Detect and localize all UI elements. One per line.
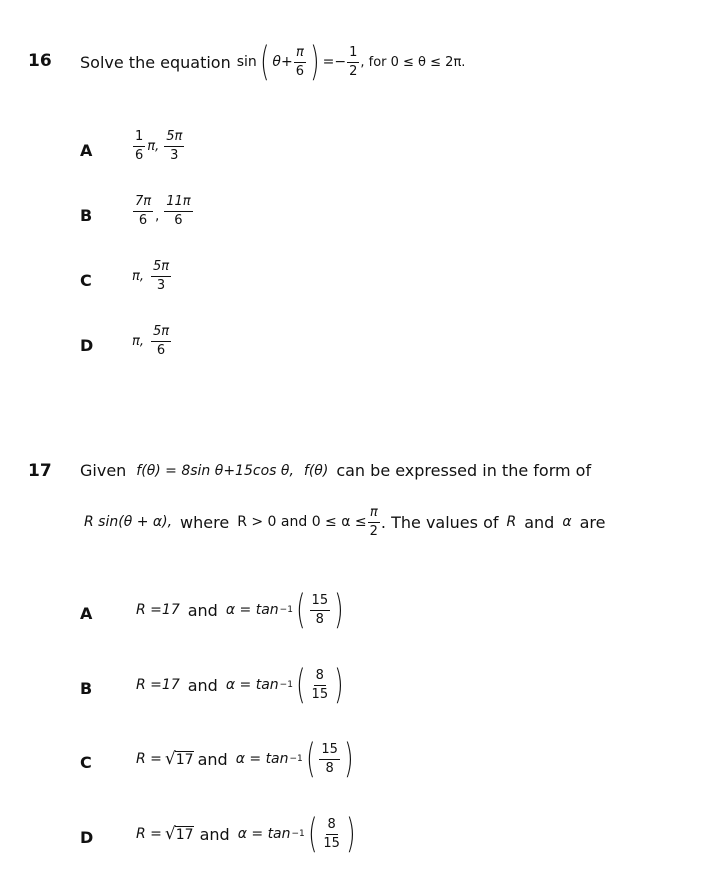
inverse-superscript: −1 bbox=[291, 829, 305, 839]
frac-den: 15 bbox=[311, 686, 329, 702]
q16-option-b bbox=[132, 195, 194, 227]
option-alpha: α = tan bbox=[235, 751, 289, 767]
sqrt-symbol: √ bbox=[164, 749, 176, 769]
fraction bbox=[133, 130, 145, 162]
fraction bbox=[319, 743, 340, 775]
frac-den: 2 bbox=[369, 523, 378, 539]
fraction bbox=[151, 325, 171, 357]
frac-den: 6 bbox=[138, 212, 148, 228]
q17-pi-over-2 bbox=[368, 506, 380, 538]
q17-line1-tail: can be expressed in the form of bbox=[336, 461, 592, 480]
right-paren: ) bbox=[334, 662, 344, 708]
q17-r-symbol: R bbox=[506, 514, 517, 530]
frac-den: 6 bbox=[174, 212, 183, 228]
q16-option-a bbox=[132, 130, 185, 162]
frac-num: 11π bbox=[164, 195, 192, 212]
option-and: and bbox=[199, 824, 230, 844]
q17-given: Given bbox=[80, 461, 127, 480]
question-17-number: 17 bbox=[28, 461, 52, 481]
q17-condition: R > 0 and 0 ≤ α ≤ bbox=[237, 514, 367, 530]
option-alpha: α = tan bbox=[237, 826, 291, 842]
question-16-number: 16 bbox=[28, 51, 52, 71]
q17-function-ref: f(θ) bbox=[303, 462, 329, 479]
frac-num: 8 bbox=[326, 818, 338, 835]
right-paren: ) bbox=[310, 39, 320, 85]
q17-option-d bbox=[136, 811, 359, 857]
option-r-value: R = bbox=[136, 751, 162, 767]
option-r-value: R =17 bbox=[136, 677, 180, 693]
frac-den: 15 bbox=[323, 835, 340, 851]
fraction bbox=[310, 594, 331, 626]
q16-pi-over-6 bbox=[294, 46, 306, 78]
fraction bbox=[151, 260, 171, 292]
frac-den: 3 bbox=[156, 277, 166, 293]
option-alpha: α = tan bbox=[225, 677, 279, 693]
q16-equals: = bbox=[322, 54, 335, 70]
frac-den: 2 bbox=[349, 63, 358, 79]
frac-num: 15 bbox=[319, 743, 340, 760]
right-paren: ) bbox=[334, 587, 344, 633]
q16-stem-text: Solve the equation bbox=[80, 52, 231, 72]
paren-group bbox=[293, 587, 347, 633]
question-16-stem bbox=[80, 38, 465, 86]
q16-option-d-label: D bbox=[80, 336, 94, 355]
frac-num: 5π bbox=[164, 130, 184, 147]
frac-den: 3 bbox=[170, 147, 179, 163]
frac-num: 1 bbox=[133, 130, 145, 147]
q17-option-d-label: D bbox=[80, 828, 94, 847]
q17-form: R sin(θ + α), bbox=[84, 514, 173, 530]
frac-num: 8 bbox=[314, 669, 326, 686]
q17-function-expr: f(θ) = 8sin θ+15cos θ, bbox=[136, 462, 294, 479]
left-paren: ( bbox=[296, 587, 306, 633]
fraction bbox=[310, 669, 331, 701]
frac-num: 5π bbox=[151, 260, 171, 277]
frac-num: 7π bbox=[133, 195, 153, 212]
q16-theta: θ bbox=[272, 54, 281, 70]
q17-alpha-symbol: α bbox=[562, 514, 572, 530]
q17-line2-tail: . The values of bbox=[380, 512, 499, 532]
sqrt-symbol: √ bbox=[164, 824, 176, 844]
option-r-value: R =17 bbox=[136, 602, 180, 618]
paren-group bbox=[303, 736, 357, 782]
inverse-superscript: −1 bbox=[279, 680, 293, 690]
q16-one-half bbox=[347, 46, 359, 78]
frac-den: 8 bbox=[315, 611, 324, 627]
fraction bbox=[133, 195, 153, 227]
paren-group bbox=[293, 662, 347, 708]
option-and: and bbox=[187, 600, 218, 620]
q16-option-c bbox=[132, 260, 172, 292]
option-mid-text: π, bbox=[147, 138, 160, 154]
q17-option-a-label: A bbox=[80, 604, 93, 623]
right-paren: ) bbox=[346, 811, 356, 857]
q17-option-c-label: C bbox=[80, 753, 92, 772]
left-paren: ( bbox=[307, 811, 318, 857]
frac-num: 1 bbox=[347, 46, 359, 63]
option-r-value: R = bbox=[136, 826, 162, 842]
frac-den: 6 bbox=[295, 63, 304, 79]
question-17-line-1 bbox=[80, 461, 591, 480]
q16-domain: , for 0 ≤ θ ≤ 2π. bbox=[360, 54, 466, 70]
q16-minus: − bbox=[334, 54, 347, 70]
q16-paren-group bbox=[257, 39, 323, 85]
frac-num: 15 bbox=[310, 594, 331, 611]
option-and: and bbox=[187, 675, 218, 695]
option-lead-text: π, bbox=[132, 268, 144, 284]
q17-where: where bbox=[180, 512, 230, 532]
q16-option-a-label: A bbox=[80, 141, 93, 160]
frac-num: π bbox=[294, 46, 306, 63]
fraction bbox=[164, 130, 184, 162]
q17-option-b-label: B bbox=[80, 679, 93, 698]
q17-option-c bbox=[136, 736, 357, 782]
q17-option-a bbox=[136, 587, 347, 633]
frac-den: 6 bbox=[135, 147, 144, 163]
option-mid-text: , bbox=[155, 208, 160, 224]
option-r-root: 17 bbox=[175, 826, 194, 843]
left-paren: ( bbox=[259, 39, 270, 85]
inverse-superscript: −1 bbox=[279, 605, 293, 615]
option-r-root: 17 bbox=[175, 751, 194, 768]
q17-option-b bbox=[136, 662, 347, 708]
q17-are: are bbox=[579, 512, 606, 532]
left-paren: ( bbox=[305, 736, 316, 782]
right-paren: ) bbox=[344, 736, 354, 782]
option-and: and bbox=[197, 749, 228, 769]
q16-plus: + bbox=[280, 54, 293, 70]
q16-option-d bbox=[132, 325, 172, 357]
q16-option-c-label: C bbox=[80, 271, 92, 290]
frac-num: π bbox=[368, 506, 380, 523]
paren-group bbox=[305, 811, 359, 857]
frac-den: 8 bbox=[325, 760, 334, 776]
inverse-superscript: −1 bbox=[289, 754, 303, 764]
frac-num: 5π bbox=[151, 325, 171, 342]
option-lead-text: π, bbox=[132, 333, 144, 349]
fraction bbox=[164, 195, 192, 227]
q16-option-b-label: B bbox=[80, 206, 93, 225]
left-paren: ( bbox=[296, 662, 306, 708]
q17-and: and bbox=[524, 512, 555, 532]
frac-den: 6 bbox=[156, 342, 166, 358]
q16-sin: sin bbox=[236, 54, 257, 70]
fraction bbox=[321, 818, 342, 850]
question-17-line-2 bbox=[84, 500, 605, 544]
option-alpha: α = tan bbox=[225, 602, 279, 618]
